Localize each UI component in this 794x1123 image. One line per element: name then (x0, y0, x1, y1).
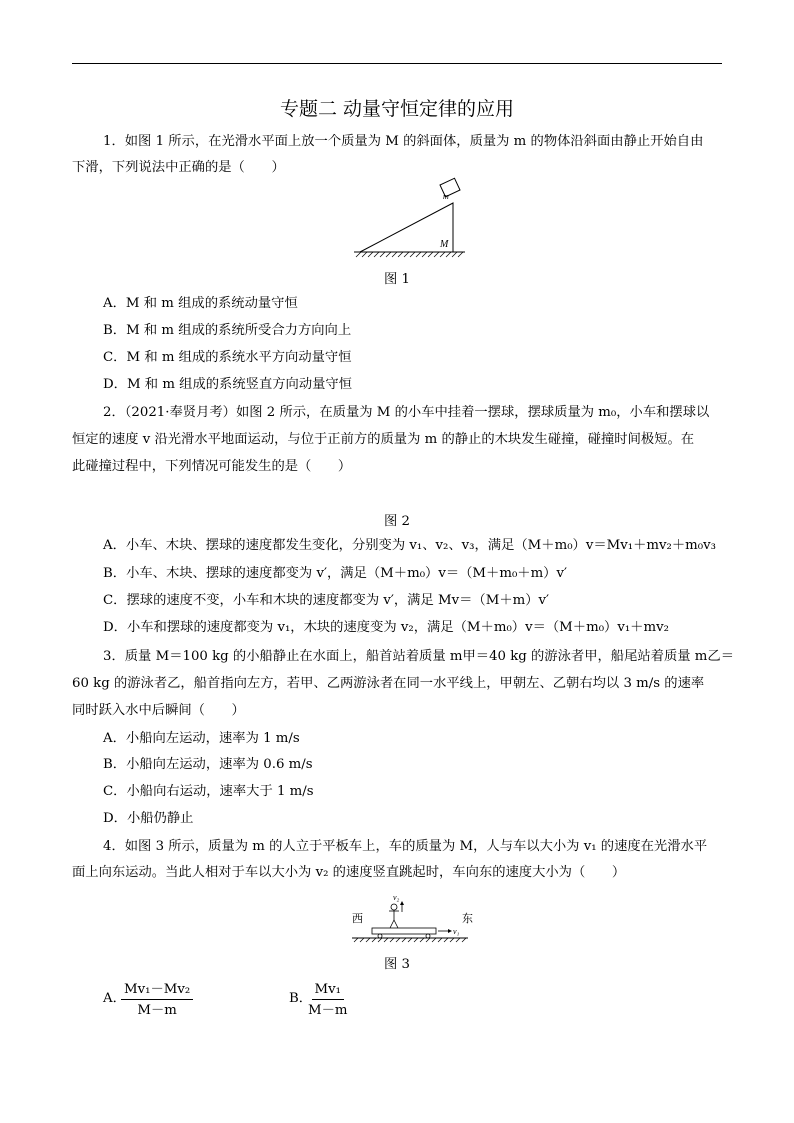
figure-2-caption: 图 2 (384, 514, 410, 529)
q1-option-b: B．M 和 m 组成的系统所受合力方向向上 (103, 323, 352, 338)
q3-option-a: A．小船向左运动，速率为 1 m/s (103, 731, 300, 746)
figure-1-caption: 图 1 (384, 272, 410, 287)
q4-option-a-denominator: M－m (137, 1003, 177, 1018)
q4-text-line1: 4．如图 3 所示，质量为 m 的人立于平板车上，车的质量为 M，人与车以大小为 v₁ 的速度在光滑水平 (103, 839, 708, 854)
q4-option-a-letter: A． (103, 991, 126, 1006)
q4-option-b-fraction (308, 981, 348, 1019)
q3-text-line1: 3．质量 M＝100 kg 的小船静止在水面上，船首站着质量 m甲＝40 kg 的游泳者甲，船尾站着质量 m乙＝ (103, 649, 735, 664)
page-title: 专题二 动量守恒定律的应用 (279, 98, 515, 120)
figure-1-incline (350, 185, 470, 260)
figure-1-label-m: m (443, 192, 449, 201)
q2-option-c: C．摆球的速度不变，小车和木块的速度都变为 v′，满足 Mv＝（M＋m）v′ (103, 593, 550, 608)
q4-option-a-fraction (121, 981, 193, 1019)
figure-3-label-v1: v₁ (453, 927, 460, 936)
figure-3-cart (348, 890, 478, 945)
q2-text-line1: 2．（2021·奉贤月考）如图 2 所示，在质量为 M 的小车中挂着一摆球，摆球质量为 m₀，小车和摆球以 (103, 405, 710, 420)
q2-text-line2: 恒定的速度 v 沿光滑水平地面运动，与位于正前方的质量为 m 的静止的木块发生碰撞，碰撞时间极短。在 (72, 432, 695, 447)
figure-3-caption: 图 3 (384, 957, 410, 972)
figure-3-label-east: 东 (462, 913, 473, 925)
q4-option-a-numerator: Mv₁－Mv₂ (121, 981, 193, 1000)
q1-option-d: D．M 和 m 组成的系统竖直方向动量守恒 (103, 377, 353, 392)
figure-3-label-west: 西 (352, 913, 363, 925)
q4-option-b-denominator: M－m (308, 1003, 348, 1018)
q1-option-a: A．M 和 m 组成的系统动量守恒 (103, 296, 298, 311)
header-rule (72, 63, 722, 64)
q3-option-b: B．小船向左运动，速率为 0.6 m/s (103, 757, 313, 772)
q4-option-b-letter: B． (289, 991, 313, 1006)
q4-text-line2: 面上向东运动。当此人相对于车以大小为 v₂ 的速度竖直跳起时，车向东的速度大小为（ ） (72, 865, 626, 880)
q1-text-line1: 1．如图 1 所示，在光滑水平面上放一个质量为 M 的斜面体，质量为 m 的物体沿斜面由静止开始自由 (103, 134, 704, 149)
q2-option-a: A．小车、木块、摆球的速度都发生变化，分别变为 v₁、v₂、v₃，满足（M＋m₀）v＝Mv₁＋mv₂＋m₀v₃ (103, 538, 716, 553)
q3-option-c: C．小船向右运动，速率大于 1 m/s (103, 784, 314, 799)
figure-1-label-M: M (440, 239, 449, 250)
q2-option-d: D．小车和摆球的速度都变为 v₁，木块的速度变为 v₂，满足（M＋m₀）v＝（M＋m₀）v₁＋mv₂ (103, 620, 669, 635)
q3-text-line2: 60 kg 的游泳者乙，船首指向左方，若甲、乙两游泳者在同一水平线上，甲朝左、乙朝右均以 3 m/s 的速率 (72, 676, 705, 691)
figure-3-label-v2: v₂ (393, 893, 400, 902)
q3-option-d: D．小船仍静止 (103, 811, 194, 826)
q2-option-b: B．小车、木块、摆球的速度都变为 v′，满足（M＋m₀）v＝（M＋m₀＋m）v′ (103, 566, 568, 581)
q4-option-b-numerator: Mv₁ (312, 981, 344, 1000)
q1-option-c: C．M 和 m 组成的系统水平方向动量守恒 (103, 350, 352, 365)
q3-text-line3: 同时跃入水中后瞬间（ ） (72, 703, 245, 718)
q1-text-line2: 下滑，下列说法中正确的是（ ） (72, 160, 285, 175)
q2-text-line3: 此碰撞过程中，下列情况可能发生的是（ ） (72, 459, 352, 474)
